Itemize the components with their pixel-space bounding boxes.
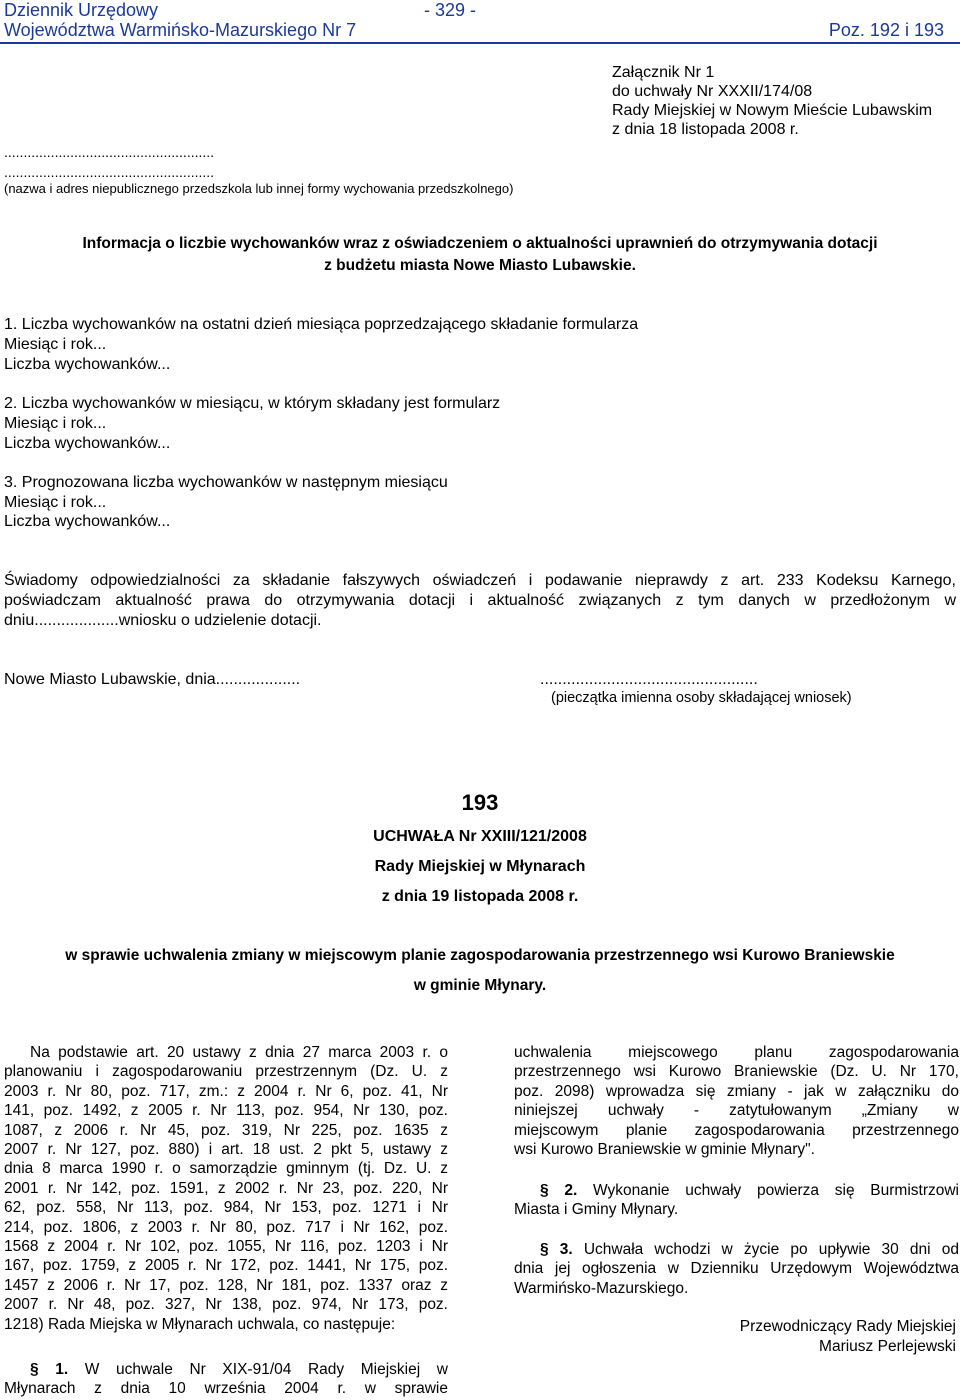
right-line: uchwalenia miejscowego planu zagospodarowania xyxy=(514,1044,959,1061)
resolution-council: Rady Miejskiej w Młynarach xyxy=(374,858,586,875)
position-number: Poz. 192 i 193 xyxy=(828,20,944,40)
annex-line-4: z dnia 18 listopada 2008 r. xyxy=(612,121,799,138)
left-line: 1457 z 2006 r. Nr 17, poz. 128, Nr 181, poz. 1337 oraz z xyxy=(4,1276,448,1294)
annex-line-3: Rady Miejskiej w Nowym Mieście Lubawskim xyxy=(612,102,933,119)
section-2-heading: 2. Liczba wychowanków w miesiącu, w którym składany jest formularz xyxy=(4,395,501,412)
resolution-subject-1: w sprawie uchwalenia zmiany w miejscowym planie zagospodarowania przestrzennego wsi Kurowo Braniewskie xyxy=(65,947,895,964)
paragraph-1-line-2: Młynarach z dnia 10 września 2004 r. w sprawie xyxy=(4,1380,448,1398)
left-line: Na podstawie art. 20 ustawy z dnia 27 marca 2003 r. o xyxy=(30,1044,448,1061)
section-3-month: Miesiąc i rok... xyxy=(4,494,107,511)
resolution-date: z dnia 19 listopada 2008 r. xyxy=(381,888,579,905)
annex-line-1: Załącznik Nr 1 xyxy=(612,64,715,81)
resolution-subject-2: w gminie Młynary. xyxy=(413,977,547,994)
left-line: planowaniu i zagospodarowaniu przestrzennym (Dz. U. z xyxy=(4,1063,448,1081)
right-line: niniejszej uchwały - zatytułowanym „Zmiany w xyxy=(514,1102,959,1120)
header-divider xyxy=(0,42,960,44)
school-caption: (nazwa i adres niepublicznego przedszkola lub innej formy wychowania przedszkolnego) xyxy=(4,181,514,196)
paragraph-2 xyxy=(514,1181,959,1220)
section-1-heading: 1. Liczba wychowanków na ostatni dzień miesiąca poprzedzającego składanie formularza xyxy=(4,316,639,333)
journal-subtitle: Województwa Warmińsko-Mazurskiego Nr 7 xyxy=(4,20,357,40)
page-number: - 329 - xyxy=(424,0,477,20)
right-line: wsi Kurowo Braniewskie w gminie Młynary". xyxy=(514,1141,815,1159)
left-line: 2003 r. Nr 80, poz. 717, zm.: z 2004 r. Nr 6, poz. 41, Nr xyxy=(4,1082,448,1100)
paragraph-3-line-2: dnia jej ogłoszenia w Dzienniku Urzędowym Województwa xyxy=(514,1260,959,1278)
paragraph-2-line-2: Miasta i Gminy Młynary. xyxy=(514,1201,679,1219)
paragraph-1-line-1 xyxy=(4,1360,448,1379)
left-line: 1087, z 2006 r. Nr 45, poz. 319, Nr 225, poz. 1635 z xyxy=(4,1121,448,1139)
right-line: miejscowym planie zagospodarowania przestrzennego xyxy=(514,1121,959,1139)
right-line: poz. 2098) wprowadza się zmiany - jak w załączniku do xyxy=(514,1082,959,1100)
paragraph-3 xyxy=(514,1240,959,1298)
chairman-name: Mariusz Perlejewski xyxy=(819,1338,956,1355)
stamp-caption: (pieczątka imienna osoby składającej wniosek) xyxy=(551,690,852,706)
section-2-month: Miesiąc i rok... xyxy=(4,415,107,432)
paragraph-1-label: § 1. xyxy=(30,1361,69,1378)
place-date: Nowe Miasto Lubawskie, dnia................... xyxy=(4,671,301,688)
right-line: przestrzennego wsi Kurowo Braniewskie (Dz. U. Nr 170, xyxy=(514,1063,959,1081)
left-line: 214, poz. 1806, z 2003 r. Nr 80, poz. 717 i Nr 162, poz. xyxy=(4,1218,448,1236)
journal-title: Dziennik Urzędowy xyxy=(4,0,159,20)
declaration-line-2: poświadczam aktualność prawa do otrzymywania dotacji i aktualność związanych z tym danych w przedłożonym w xyxy=(4,592,956,609)
annex-line-2: do uchwały Nr XXXII/174/08 xyxy=(612,83,813,100)
section-3-count: Liczba wychowanków... xyxy=(4,513,171,530)
stamp-dots: ................................................. xyxy=(540,671,758,688)
resolution-number: 193 xyxy=(461,790,499,815)
declaration-line-3: dniu...................wniosku o udzielenie dotacji. xyxy=(4,612,322,629)
section-2-count: Liczba wychowanków... xyxy=(4,435,171,452)
left-line: 1218) Rada Miejska w Młynarach uchwala, co następuje: xyxy=(4,1315,396,1333)
school-dots-1: ...................................................... xyxy=(4,144,215,160)
school-dots-2: ...................................................... xyxy=(4,164,215,180)
paragraph-3-line-3: Warmińsko-Mazurskiego. xyxy=(514,1279,689,1297)
section-3-heading: 3. Prognozowana liczba wychowanków w następnym miesiącu xyxy=(4,474,448,491)
left-line: 62, poz. 558, Nr 113, poz. 984, Nr 153, poz. 1271 i Nr xyxy=(4,1199,448,1217)
left-line: 2007 r. Nr 127, poz. 880) i art. 18 ust. 2 pkt 5, ustawy z xyxy=(4,1141,448,1159)
paragraph-3-text-1: Uchwała wchodzi w życie po upływie 30 dni od xyxy=(583,1241,959,1258)
left-line: 167, poz. 1759, z 2005 r. Nr 172, poz. 1441, Nr 175, poz. xyxy=(4,1257,448,1275)
right-column xyxy=(514,1043,959,1159)
paragraph-1-text-1: W uchwale Nr XIX-91/04 Rady Miejskiej w xyxy=(84,1361,448,1378)
section-1-count: Liczba wychowanków... xyxy=(4,356,171,373)
left-line: 1568 z 2004 r. Nr 102, poz. 1055, Nr 116, poz. 1203 i Nr xyxy=(4,1238,448,1256)
resolution-title: UCHWAŁA Nr XXIII/121/2008 xyxy=(373,828,587,845)
paragraph-3-line-1 xyxy=(514,1240,959,1259)
paragraph-2-text-1: Wykonanie uchwały powierza się Burmistrzowi xyxy=(593,1182,960,1199)
paragraph-3-label: § 3. xyxy=(540,1241,573,1258)
section-1-month: Miesiąc i rok... xyxy=(4,336,107,353)
declaration-line-1: Świadomy odpowiedzialności za składanie fałszywych oświadczeń i podawanie nieprawdy z art. 233 Kodeksu Karnego, xyxy=(4,572,956,589)
paragraph-2-line-1 xyxy=(514,1181,959,1200)
form-title-line-2: z budżetu miasta Nowe Miasto Lubawskie. xyxy=(324,257,636,274)
left-column xyxy=(4,1043,448,1334)
form-title-line-1: Informacja o liczbie wychowanków wraz z oświadczeniem o aktualności uprawnień do otrzymywania dotacji xyxy=(82,235,878,252)
chairman-title: Przewodniczący Rady Miejskiej xyxy=(739,1318,956,1335)
left-line: 141, poz. 1492, z 2005 r. Nr 113, poz. 954, Nr 130, poz. xyxy=(4,1102,448,1120)
left-line: dnia 8 marca 1990 r. o samorządzie gminnym (tj. Dz. U. z xyxy=(4,1160,448,1178)
paragraph-1 xyxy=(4,1360,448,1399)
left-line: 2001 r. Nr 142, poz. 1591, z 2002 r. Nr 23, poz. 220, Nr xyxy=(4,1179,448,1197)
left-line: 2007 r. Nr 48, poz. 327, Nr 138, poz. 974, Nr 173, poz. xyxy=(4,1296,448,1314)
paragraph-2-label: § 2. xyxy=(540,1182,578,1199)
